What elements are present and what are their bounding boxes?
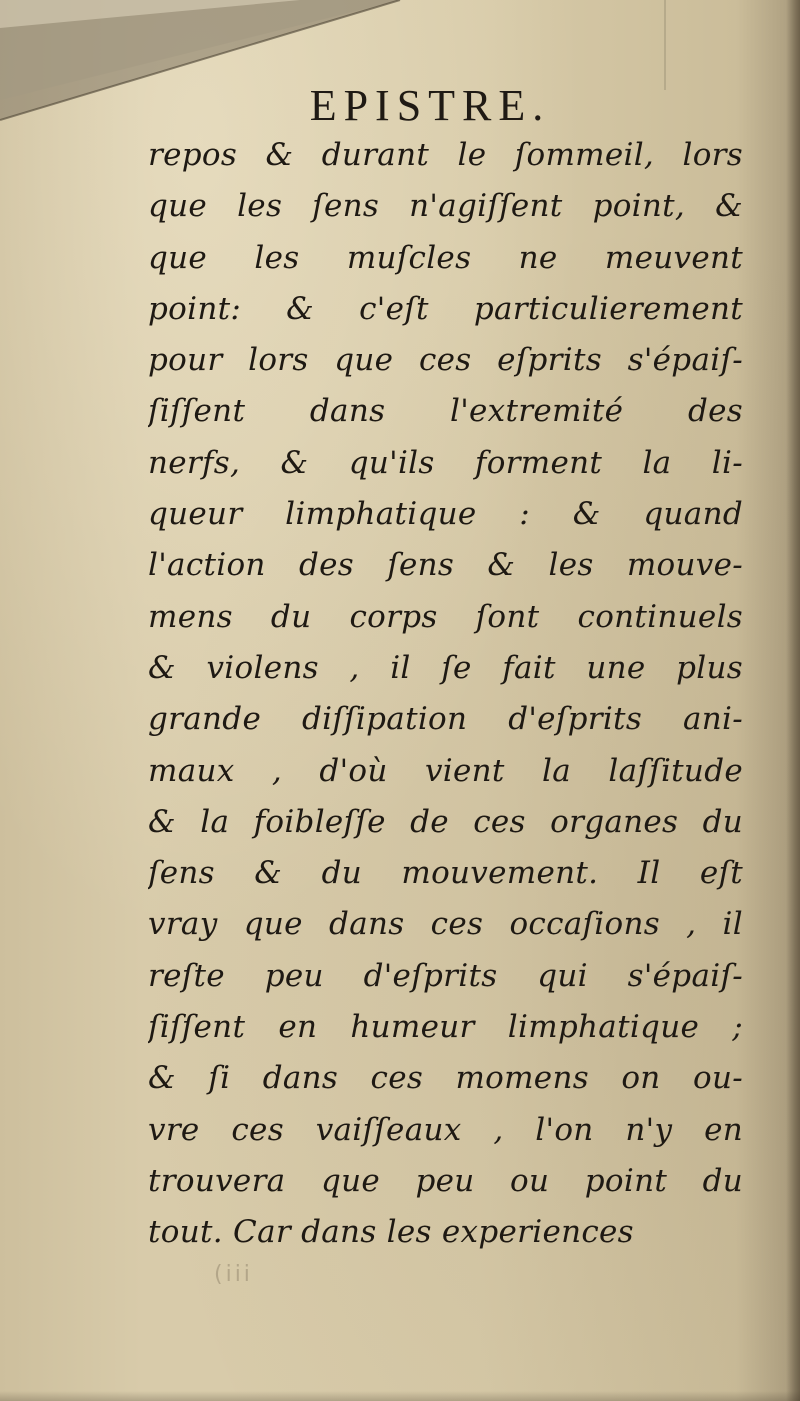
page-body-text bbox=[148, 130, 743, 1259]
text-line: ſens & du mouvement. Il eſt bbox=[148, 855, 743, 892]
page-crease bbox=[664, 0, 666, 90]
text-line: ſiſſent en humeur limphatique ; bbox=[148, 1009, 743, 1046]
text-line: pour lors que ces eſprits s'épaiſ- bbox=[148, 342, 743, 379]
text-line: maux , d'où vient la laſſitude bbox=[148, 752, 743, 789]
text-line: l'action des ſens & les mouve- bbox=[148, 547, 743, 584]
text-line: trouvera que peu ou point du bbox=[148, 1162, 743, 1199]
text-line: point: & c'eſt particulierement bbox=[148, 290, 743, 327]
text-line: que les muſcles ne meuvent bbox=[148, 239, 743, 276]
text-line: queur limphatique : & quand bbox=[148, 496, 743, 533]
text-line: & violens , il ſe fait une plus bbox=[148, 649, 743, 686]
page-edge-shadow bbox=[786, 0, 800, 1401]
text-line: mens du corps ſont continuels bbox=[148, 598, 743, 635]
text-line: nerfs, & qu'ils forment la li- bbox=[148, 444, 743, 481]
text-line: vray que dans ces occaſions , il bbox=[148, 906, 743, 943]
text-line: & ſi dans ces momens on ou- bbox=[148, 1060, 743, 1097]
text-line: reſte peu d'eſprits qui s'épaiſ- bbox=[148, 957, 743, 994]
text-line: vre ces vaiſſeaux , l'on n'y en bbox=[148, 1111, 743, 1148]
text-line: tout. Car dans les experiences bbox=[148, 1214, 634, 1251]
page-bottom-shadow bbox=[0, 1391, 800, 1401]
running-header: EPISTRE. bbox=[309, 81, 551, 130]
bleed-through-mark: (iii bbox=[214, 1262, 253, 1287]
text-line: ſiſſent dans l'extremité des bbox=[148, 393, 743, 430]
text-line: & la foibleſſe de ces organes du bbox=[148, 803, 743, 840]
text-line: grande diſſipation d'eſprits ani- bbox=[148, 701, 743, 738]
text-line: repos & durant le ſommeil, lors bbox=[148, 137, 743, 173]
text-line: que les ſens n'agiſſent point, & bbox=[148, 188, 743, 225]
